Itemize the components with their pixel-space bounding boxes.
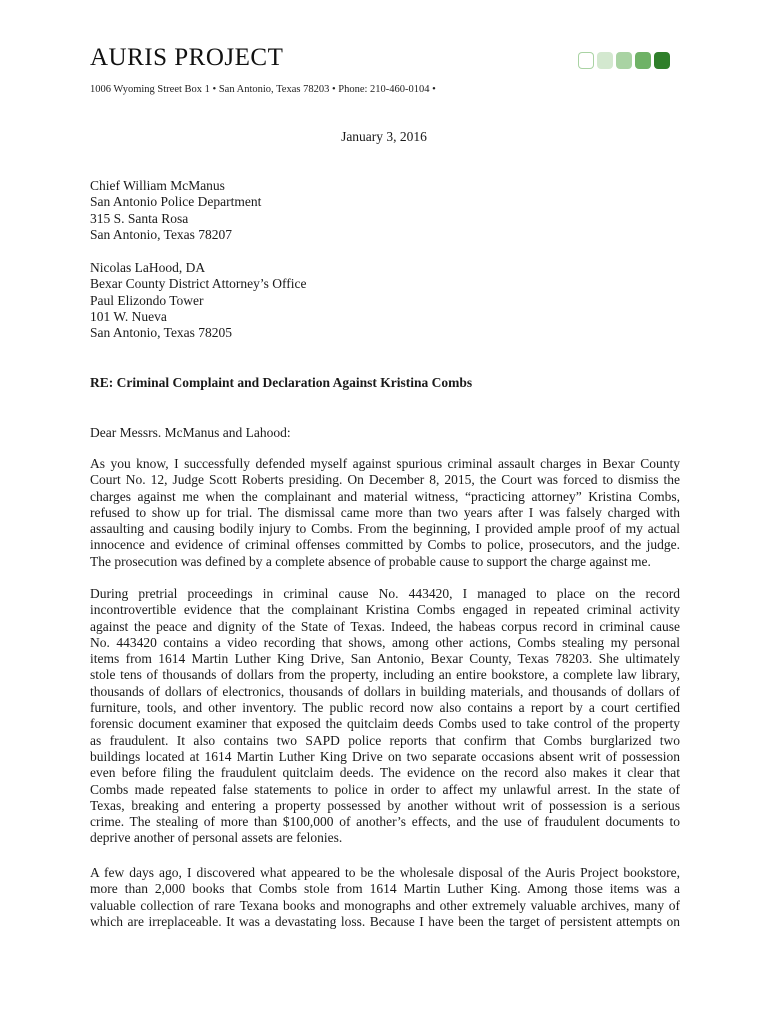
paragraph-line: forensic document examiner that exposed the quitclaim deeds Combs used to take control of the property <box>90 716 680 732</box>
paragraph-line: Combs made repeated false statements to police in order to affect my unlawful arrest. In the state of <box>90 781 680 797</box>
paragraph-line: Texas, breaking and entering a property possessed by another without writ of possession is a serious <box>90 797 680 813</box>
paragraph-line: No. 443420 contains a video recording that shows, among other actions, Combs stealing my personal <box>90 634 680 650</box>
recipient-2-line: San Antonio, Texas 78205 <box>90 325 233 341</box>
recipient-2-line: Nicolas LaHood, DA <box>90 260 206 275</box>
recipient-1-line: San Antonio, Texas 78207 <box>90 226 233 242</box>
letterhead-org-name: AURIS PROJECT <box>90 44 284 71</box>
paragraph-line: thousands of dollars of electronics, thousands of dollars in building materials, and thousands of dollars of <box>90 683 680 699</box>
paragraph-line: as fraudulent. It also contains two SAPD police reports that confirm that Combs burglarized two <box>90 732 680 748</box>
paragraph-line: innocence and evidence of criminal offenses committed by Combs to police, prosecutors, and the judge. <box>90 537 680 553</box>
paragraph-line: items from 1614 Martin Luther King Drive, San Antonio, Bexar County, Texas 78203. She ultimately <box>90 651 680 667</box>
paragraph-line: incontrovertible evidence that the complainant Kristina Combs engaged in repeated criminal activity <box>90 602 680 618</box>
paragraph-line: As you know, I successfully defended myself against spurious criminal assault charges in Bexar County <box>90 456 680 471</box>
paragraph-line: which are irreplaceable. It was a devastating loss. Because I have been the target of persistent attempts on <box>90 913 680 929</box>
paragraph-line: During pretrial proceedings in criminal cause No. 443420, I managed to place on the record <box>90 586 680 601</box>
paragraph-line: stole tens of thousands of dollars from the property, including an entire bookstore, a complete law library, <box>90 667 680 683</box>
paragraph-2 <box>90 586 680 847</box>
paragraph-line: charges against me when the complainant and material witness, “practicing attorney” Kristina Combs, <box>90 488 680 504</box>
paragraph-line: buildings located at 1614 Martin Luther King Drive on two separate occasions absent writ of possession <box>90 748 680 764</box>
recipient-1-line: San Antonio Police Department <box>90 194 262 210</box>
paragraph-line: furniture, tools, and other inventory. The public record now also contains a report by a court certified <box>90 700 680 716</box>
paragraph-3 <box>90 865 680 930</box>
recipient-address-1 <box>90 178 261 243</box>
paragraph-1 <box>90 456 680 570</box>
letterhead-address: 1006 Wyoming Street Box 1 • San Antonio, Texas 78203 • Phone: 210-460-0104 • <box>90 84 436 95</box>
logo-square-5 <box>654 52 670 69</box>
paragraph-line: crime. The stealing of more than $100,000 of another’s effects, and the use of fraudulent documents to <box>90 814 680 830</box>
recipient-2-line: Paul Elizondo Tower <box>90 292 204 308</box>
paragraph-line: Court No. 12, Judge Scott Roberts presiding. On December 8, 2015, the Court was forced to dismiss the <box>90 472 680 488</box>
logo-square-3 <box>616 52 632 69</box>
paragraph-line: against the peace and dignity of the State of Texas. Indeed, the habeas corpus record in criminal cause <box>90 618 680 634</box>
salutation: Dear Messrs. McManus and Lahood: <box>90 425 291 440</box>
recipient-2-line: Bexar County District Attorney’s Office <box>90 276 307 292</box>
logo-square-2 <box>597 52 613 69</box>
paragraph-line: valuable collection of rare Texana books and monographs and other extremely valuable archives, many of <box>90 897 680 913</box>
recipient-address-2 <box>90 260 306 341</box>
paragraph-line: The prosecution was defined by a complete absence of probable cause to support the charge against me. <box>90 553 651 569</box>
recipient-1-line: 315 S. Santa Rosa <box>90 210 189 226</box>
paragraph-line: deprive another of personal assets are felonies. <box>90 830 343 846</box>
logo-square-4 <box>635 52 651 69</box>
subject-line: RE: Criminal Complaint and Declaration Against Kristina Combs <box>90 375 473 390</box>
recipient-1-line: Chief William McManus <box>90 178 225 193</box>
paragraph-line: even before filing the fraudulent quitclaim deeds. The evidence on the record also makes it clear that <box>90 765 680 781</box>
paragraph-line: refused to show up for trial. The dismissal came more than two years after I was falsely charged with <box>90 504 680 520</box>
recipient-2-line: 101 W. Nueva <box>90 308 167 324</box>
letterhead-logo <box>578 52 670 69</box>
paragraph-line: A few days ago, I discovered what appeared to be the wholesale disposal of the Auris Project bookstore, <box>90 865 680 880</box>
logo-square-1 <box>578 52 594 69</box>
paragraph-line: assaulting and causing bodily injury to Combs. From the beginning, I provided ample proof of my actual <box>90 521 680 537</box>
paragraph-line: more than 2,000 books that Combs stole from 1614 Martin Luther King. Among those items was a <box>90 881 680 897</box>
letter-date: January 3, 2016 <box>341 129 427 144</box>
